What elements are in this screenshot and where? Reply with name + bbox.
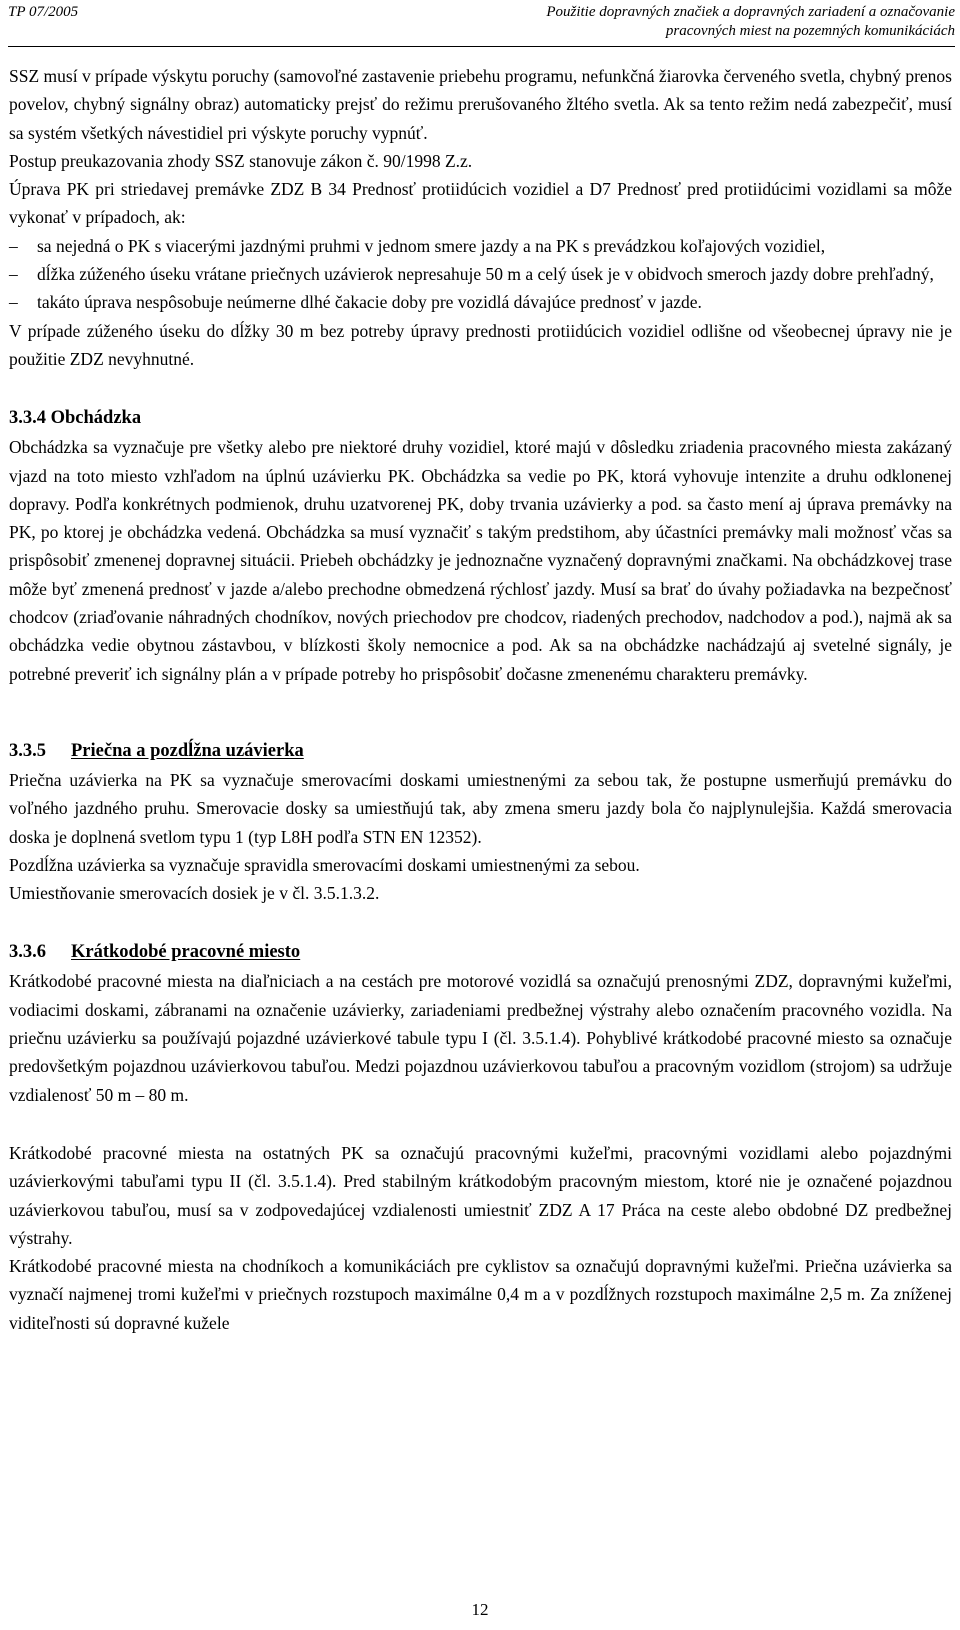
paragraph-placement-ref: Umiestňovanie smerovacích dosiek je v čl. 3.5.1.3.2. (9, 883, 380, 904)
section-number: 3.3.6 (9, 942, 46, 963)
section-title: Obchádzka (50, 408, 142, 429)
paragraph-detour: Obchádzka sa vyznačuje pre všetky alebo pre niektoré druhy vozidiel, ktoré majú v dôsledku zriadenia pracovného miesta zakázaný vjazd na toto miesto vzhľadom na úplnú uzávierku PK. Obchádzka sa vedie po PK, ktorá vyhovuje intenzite a druhu odklonenej dopravy. Podľa konkrétnych podmienok, druhu uzatvorenej PK, doby trvania uzávierky a pod. sa často mení aj úprava premávky na PK, po ktorej je obchádzka vedená. Obchádzka sa musí vyznačiť s takým predstihom, aby účastníci premávky mali možnosť včas sa prispôsobiť zmenenej dopravnej situácii. Priebeh obchádzky je jednoznačne vyznačený dopravnými značkami. Na obchádzkovej trase môže byť zmenená prednosť v jazde a/alebo prechodne obmedzená rýchlosť jazdy. Musí sa brať do úvahy požiadavka na bezpečnosť chodcov (zriaďovanie náhradných chodníkov, nových priechodov pre chodcov, riadených prechodov, nadchodov a pod.), najmä ak sa obchádzka vedie obytnou zástavbou, v blízkosti školy nemocnice a pod. Ak sa na obchádzke nachádzajú aj svetelné signály, je potrebné preveriť ich signálny plán a v prípade potreby ho prispôsobiť dočasne zmenenému charakteru premávky. (9, 437, 952, 684)
section-heading-3-3-4 (9, 403, 952, 433)
list-item: – dĺžka zúženého úseku vrátane priečnych uzávierok nepresahuje 50 m a celý úsek je v obidvoch smeroch jazdy dobre prehľadný, (9, 260, 952, 288)
paragraph-alternating-traffic: Úprava PK pri striedavej premávke ZDZ B 34 Prednosť protiidúcich vozidiel a D7 Prednosť pred protiidúcimi vozidlami sa môže vykonať v prípadoch, ak: (9, 179, 952, 228)
section-title: Krátkodobé pracovné miesto (71, 942, 301, 963)
section-number: 3.3.5 (9, 740, 46, 761)
paragraph-conformity: Postup preukazovania zhody SSZ stanovuje zákon č. 90/1998 Z.z. (9, 150, 473, 171)
dash-bullet: – (9, 235, 18, 256)
document-code: TP 07/2005 (8, 4, 79, 20)
paragraph-short-term-sidewalks: Krátkodobé pracovné miesta na chodníkoch a komunikáciách pre cyklistov sa označujú dopravnými kužeľmi. Priečna uzávierka sa vyznačí najmenej tromi kužeľmi v priečnych rozstupoch maximálne 0,4 m a v pozdĺžnych rozstupoch maximálne 2,5 m. Za zníženej viditeľnosti sú dopravné kužele (9, 1256, 952, 1333)
list-item: – sa nejedná o PK s viacerými jazdnými pruhmi v jednom smere jazdy a na PK s prevádzkou koľajových vozidiel, (9, 232, 952, 260)
document-title (546, 3, 955, 41)
paragraph-ssz-failure: SSZ musí v prípade výskytu poruchy (samovoľné zastavenie priebehu programu, nefunkčná žiarovka červeného svetla, chybný prenos povelov, chybný signálny obraz) automaticky prejsť do režimu prerušovaného žltého svetla. Ak sa tento režim nedá zabezpečiť, musí sa systém všetkých návestidiel pri výskyte poruchy vypnúť. (9, 66, 952, 143)
document-title-line1: Použitie dopravných značiek a dopravných zariadení a označovanie (546, 4, 955, 20)
paragraph-longitudinal-closure: Pozdĺžna uzávierka sa vyznačuje spravidla smerovacími doskami umiestnenými za sebou. (9, 854, 640, 875)
paragraph-short-term-highways: Krátkodobé pracovné miesta na diaľniciach a na cestách pre motorové vozidlá sa označujú prenosnými ZDZ, dopravnými kužeľmi, vodiacimi doskami, zábranami na označenie uzávierky, zariadeniami predbežnej výstrahy alebo označením pracovného vozidla. Na priečnu uzávierku sa používajú pojazdné uzávierkové tabule typu I (čl. 3.5.1.4). Pohyblivé krátkodobé pracovné miesto sa označuje predovšetkým pojazdnou uzávierkovou tabuľou. Medzi pojazdnou uzávierkovou tabuľou a pracovným vozidlom (strojom) sa udržuje vzdialenosť 50 m – 80 m. (9, 971, 952, 1105)
section-heading-3-3-5 (9, 736, 952, 766)
paragraph-narrowed-section: V prípade zúženého úseku do dĺžky 30 m bez potreby úpravy prednosti protiidúcich vozidiel odlišne od všeobecnej úpravy nie je použitie ZDZ nevyhnutné. (9, 320, 952, 369)
conditions-list (9, 232, 952, 317)
paragraph-transverse-closure: Priečna uzávierka na PK sa vyznačuje smerovacími doskami umiestnenými za sebou tak, že postupne usmerňujú premávku do voľného jazdného pruhu. Smerovacie dosky sa umiestňujú tak, aby zmena smeru jazdy bola čo najplynulejšia. Každá smerovacia doska je doplnená svetlom typu 1 (typ L8H podľa STN EN 12352). (9, 769, 952, 847)
page-body (9, 62, 952, 1337)
dash-bullet: – (9, 292, 18, 313)
section-title: Priečna a pozdĺžna uzávierka (71, 740, 304, 761)
section-number: 3.3.4 (9, 408, 46, 429)
paragraph-short-term-other-roads: Krátkodobé pracovné miesta na ostatných PK sa označujú pracovnými kužeľmi, pracovnými vozidlami alebo pojazdnými uzávierkovými tabuľami typu II (čl. 3.5.1.4). Pred stabilným krátkodobým pracovným miestom, ktoré nie je označené pojazdnou uzávierkovou tabuľou, musí sa v zodpovedajúcej vzdialenosti umiestniť ZDZ A 17 Práca na ceste alebo obdobné DZ predbežnej výstrahy. (9, 1142, 952, 1248)
section-heading-3-3-6 (9, 937, 952, 967)
document-title-line2: pracovných miest na pozemných komunikáciách (665, 23, 955, 39)
dash-bullet: – (9, 264, 18, 285)
list-item: – takáto úprava nespôsobuje neúmerne dlhé čakacie doby pre vozidlá dávajúce prednosť v jazde. (9, 288, 952, 316)
page-number: 12 (471, 1600, 489, 1619)
page-header (8, 0, 955, 47)
